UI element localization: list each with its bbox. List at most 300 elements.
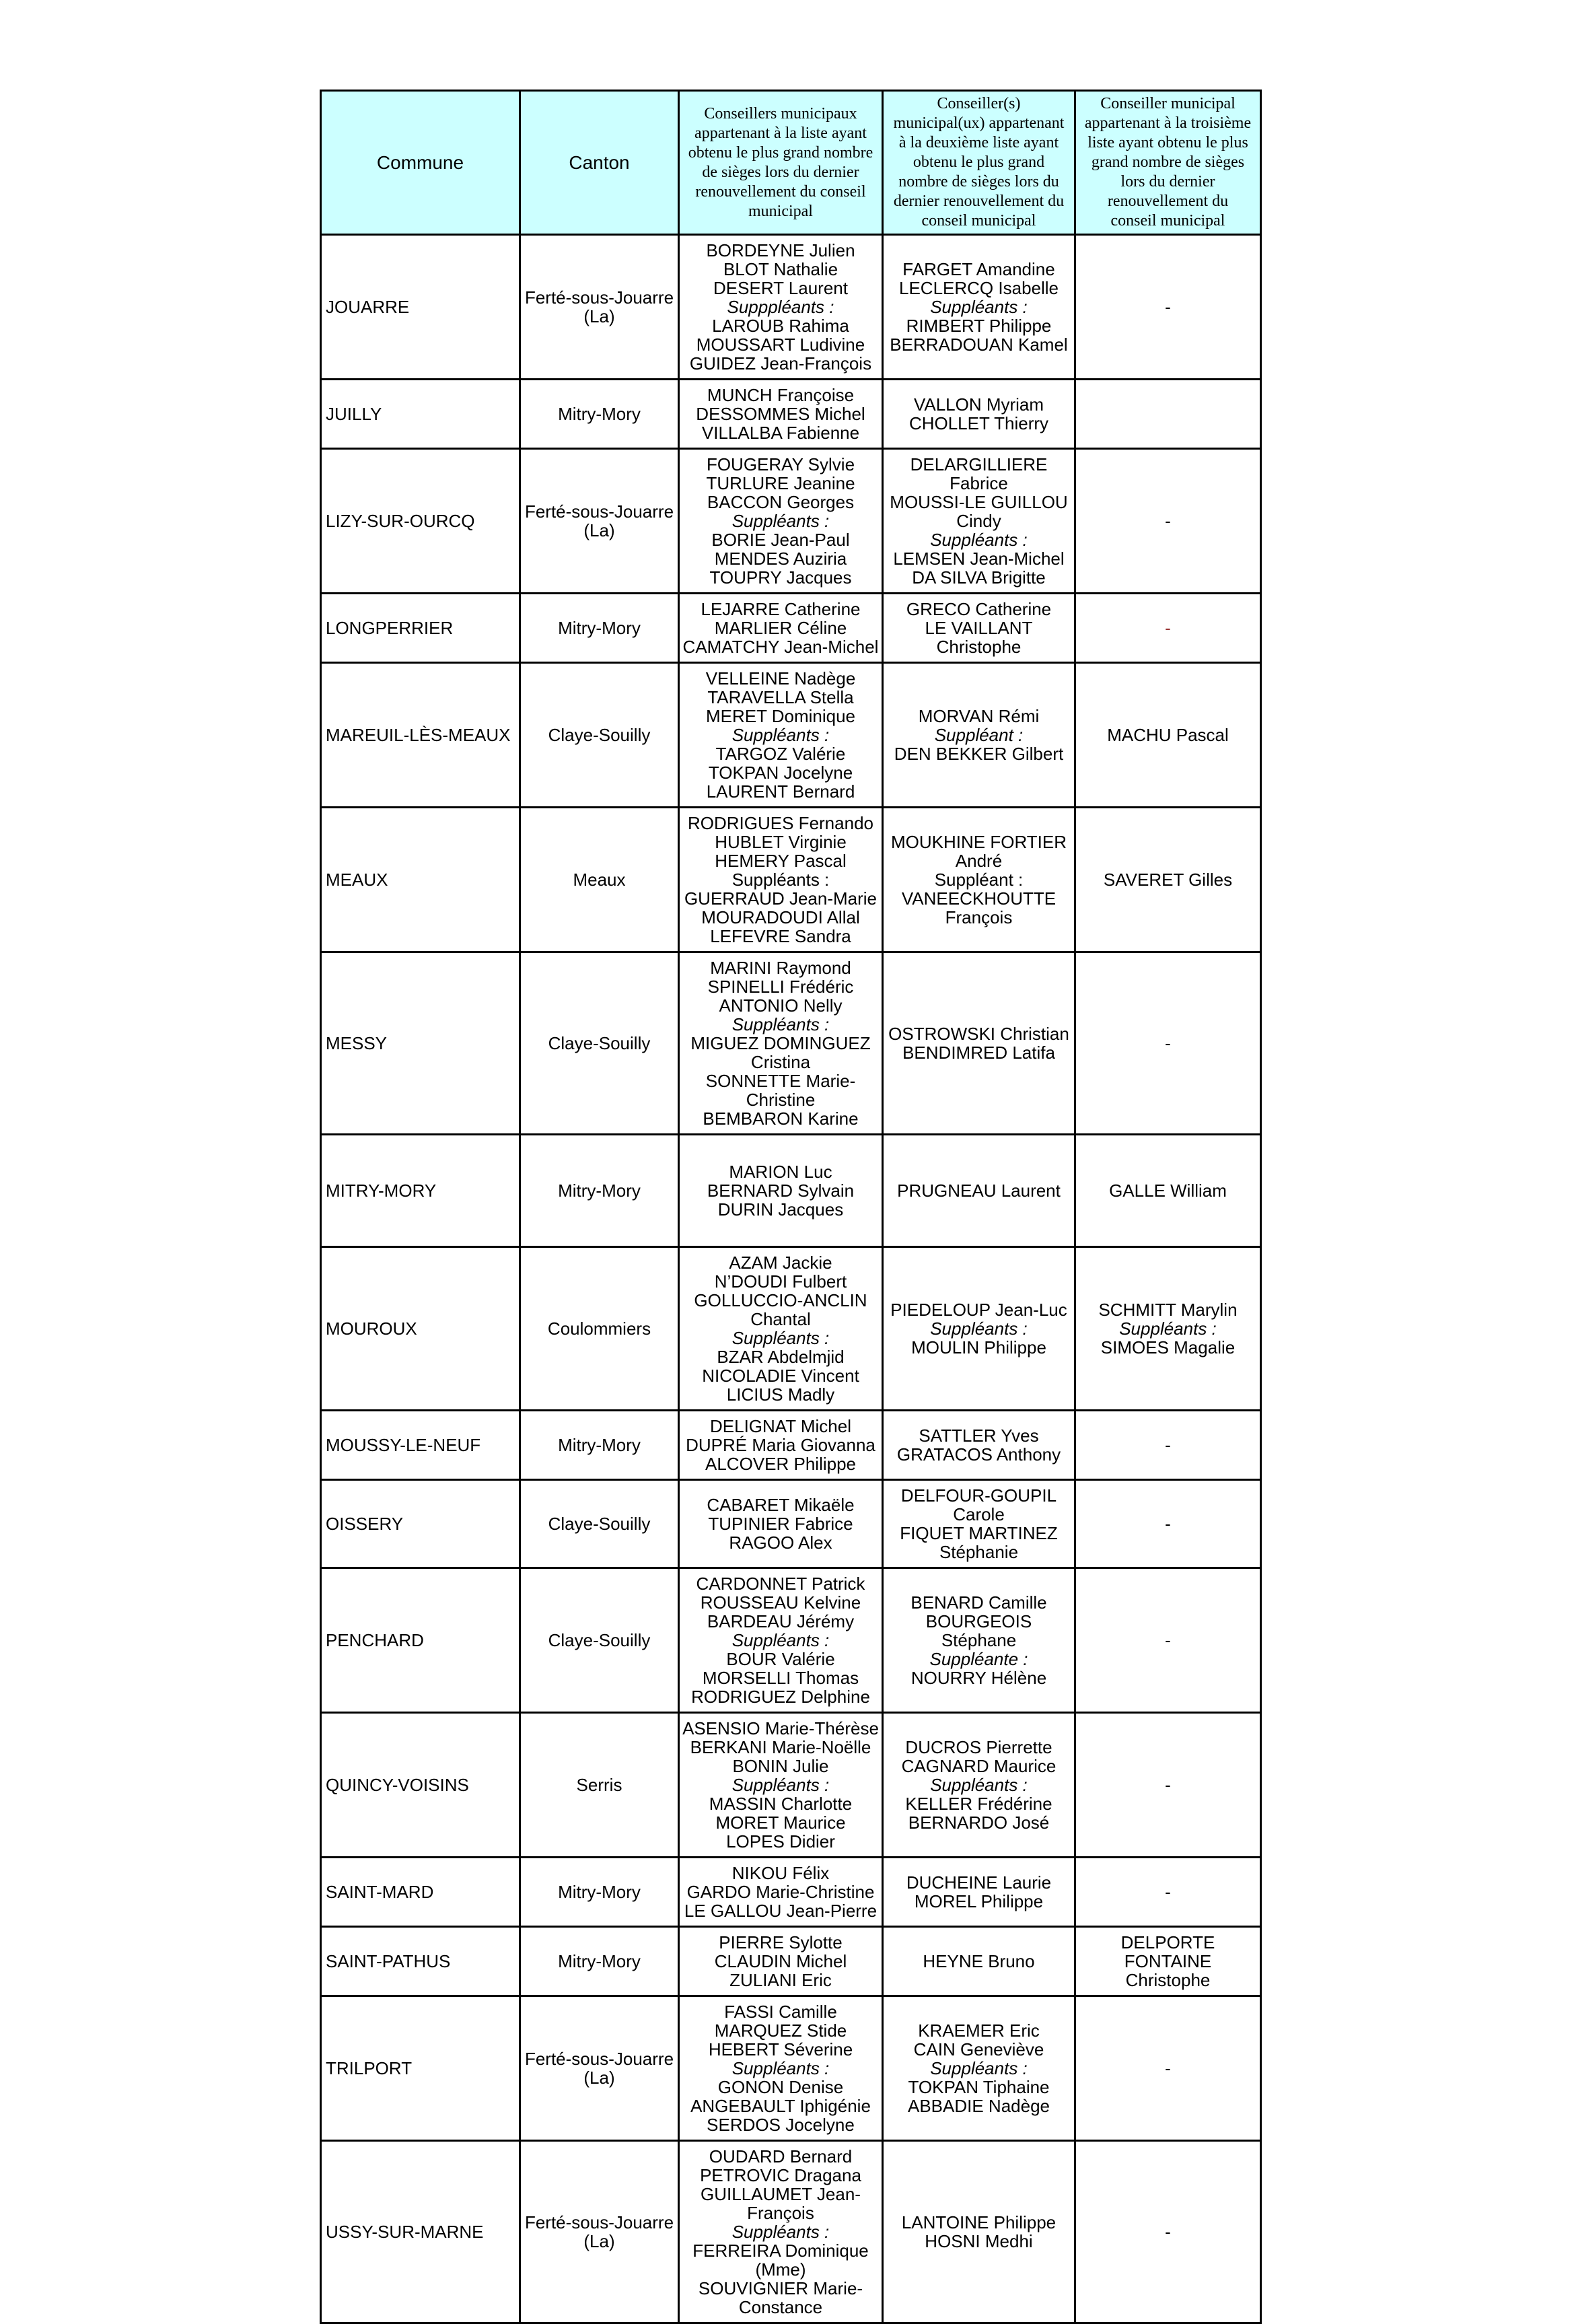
cell-line: GONON Denise — [717, 2077, 844, 2097]
table-row — [321, 1568, 1261, 1713]
councilors-third-list-cell — [1075, 1927, 1261, 1996]
cell-line: BARDEAU Jérémy — [707, 1611, 855, 1631]
canton-cell — [520, 1996, 679, 2141]
cell-line: Suppléants : — [731, 511, 830, 531]
commune-cell: SAINT-PATHUS — [321, 1927, 520, 1996]
cell-line: ASENSIO Marie-Thérèse — [682, 1718, 879, 1738]
councilors-third-list-cell — [1075, 235, 1261, 380]
cell-line: Suppléants : — [930, 297, 1028, 317]
cell-line: BORIE Jean-Paul — [711, 530, 850, 550]
commune-cell: MAREUIL-LÈS-MEAUX — [321, 663, 520, 808]
cell-line: BOURGEOIS Stéphane — [925, 1611, 1032, 1650]
commune-cell: SAINT-MARD — [321, 1858, 520, 1927]
cell-line: RODRIGUEZ Delphine — [691, 1687, 870, 1707]
cell-line: LAROUB Rahima — [712, 316, 849, 336]
cell-line: MARQUEZ Stide — [714, 2020, 847, 2041]
cell-line: François — [945, 907, 1013, 927]
cell-line: DUCROS Pierrette — [905, 1737, 1052, 1757]
canton-cell — [520, 1135, 679, 1247]
cell-line: Claye-Souilly — [548, 1514, 651, 1534]
canton-cell — [520, 1858, 679, 1927]
cell-line: BERRADOUAN Kamel — [890, 334, 1068, 355]
cell-line: - — [1165, 618, 1171, 638]
communes-table — [320, 90, 1262, 2324]
commune-cell: USSY-SUR-MARNE — [321, 2141, 520, 2323]
table-row — [321, 1927, 1261, 1996]
cell-line: GALLE William — [1109, 1181, 1227, 1201]
cell-line: PIERRE Sylotte — [719, 1932, 843, 1952]
table-row — [321, 952, 1261, 1135]
cell-line: N’DOUDI Fulbert — [714, 1271, 847, 1292]
councilors-first-list-cell — [679, 1858, 883, 1927]
cell-line: HEBERT Séverine — [708, 2039, 853, 2059]
cell-line: PRUGNEAU Laurent — [897, 1181, 1061, 1201]
column-header: Commune — [321, 91, 520, 235]
cell-line: RIMBERT Philippe — [906, 316, 1052, 336]
cell-line: MOREL Philippe — [914, 1891, 1044, 1911]
cell-line: VELLEINE Nadège — [705, 668, 856, 689]
cell-line: DURIN Jacques — [717, 1199, 844, 1220]
cell-line: MIGUEZ DOMINGUEZ — [690, 1033, 871, 1053]
commune-cell: MEAUX — [321, 808, 520, 952]
cell-line: DELIGNAT Michel — [710, 1416, 851, 1436]
commune-cell: JUILLY — [321, 380, 520, 449]
cell-line: MENDES Auziria — [714, 549, 847, 569]
cell-line: TURLURE Jeanine — [706, 473, 855, 493]
cell-line: CAIN Geneviève — [913, 2039, 1044, 2059]
cell-line: MOURADOUDI Allal — [701, 907, 860, 927]
cell-line: Suppléants : — [731, 2058, 830, 2078]
cell-line: LOPES Didier — [726, 1831, 835, 1852]
canton-cell — [520, 1480, 679, 1568]
cell-line: GRECO Catherine — [906, 599, 1052, 619]
councilors-first-list-cell — [679, 952, 883, 1135]
cell-line: LEFEVRE Sandra — [710, 926, 851, 946]
cell-line: VANEECKHOUTTE — [901, 888, 1057, 909]
cell-line: Suppléant : — [934, 725, 1024, 745]
councilors-third-list-cell — [1075, 808, 1261, 952]
cell-line: Coulommiers — [547, 1318, 651, 1339]
cell-line: ZULIANI Eric — [729, 1970, 832, 1990]
cell-line: PETROVIC Dragana — [700, 2165, 861, 2185]
councilors-second-list-cell — [883, 1247, 1075, 1411]
cell-line: Constance — [738, 2297, 823, 2317]
cell-line: Suppléants : — [1119, 1318, 1217, 1339]
cell-line: ANGEBAULT Iphigénie — [690, 2096, 871, 2116]
commune-cell: QUINCY-VOISINS — [321, 1713, 520, 1858]
cell-line: TUPINIER Fabrice — [708, 1514, 853, 1534]
cell-line: François — [747, 2203, 814, 2223]
cell-line: HOSNI Medhi — [925, 2231, 1033, 2251]
cell-line: - — [1165, 1882, 1171, 1902]
cell-line: Ferté-sous-Jouarre — [524, 287, 674, 308]
cell-line: LEMSEN Jean-Michel — [893, 549, 1065, 569]
councilors-third-list-cell — [1075, 1568, 1261, 1713]
councilors-first-list-cell — [679, 1480, 883, 1568]
cell-line: Mitry-Mory — [558, 1882, 641, 1902]
councilors-third-list-cell — [1075, 2141, 1261, 2323]
cell-line: MUNCH Françoise — [707, 385, 855, 405]
cell-line: LE VAILLANT Christophe — [925, 618, 1033, 657]
table-row — [321, 2141, 1261, 2323]
councilors-first-list-cell — [679, 1927, 883, 1996]
cell-line: - — [1165, 1775, 1171, 1795]
cell-line: Suppléants : — [731, 870, 830, 890]
cell-line: DELPORTE FONTAINE — [1120, 1932, 1215, 1971]
cell-line: - — [1165, 1630, 1171, 1650]
cell-line: VILLALBA Fabienne — [701, 423, 860, 443]
table-row — [321, 1411, 1261, 1480]
cell-line: Mitry-Mory — [558, 1181, 641, 1201]
cell-line: DESSOMMES Michel — [696, 404, 865, 424]
cell-line: SOUVIGNIER Marie- — [698, 2278, 863, 2298]
cell-line: SERDOS Jocelyne — [707, 2115, 855, 2135]
councilors-third-list-cell — [1075, 1411, 1261, 1480]
councilors-first-list-cell — [679, 663, 883, 808]
cell-line: (La) — [583, 2068, 615, 2088]
councilors-third-list-cell — [1075, 663, 1261, 808]
header-row — [321, 91, 1261, 235]
commune-cell: MOUSSY-LE-NEUF — [321, 1411, 520, 1480]
councilors-second-list-cell — [883, 1996, 1075, 2141]
cell-line: FASSI Camille — [724, 2002, 837, 2022]
cell-line: LE GALLOU Jean-Pierre — [684, 1901, 878, 1921]
cell-line: DUPRÉ Maria Giovanna — [686, 1435, 875, 1455]
commune-cell: MITRY-MORY — [321, 1135, 520, 1247]
councilors-second-list-cell — [883, 1568, 1075, 1713]
councilors-second-list-cell — [883, 2141, 1075, 2323]
councilors-second-list-cell — [883, 1480, 1075, 1568]
cell-line: - — [1165, 1435, 1171, 1455]
councilors-second-list-cell — [883, 1858, 1075, 1927]
canton-cell — [520, 235, 679, 380]
cell-line: Ferté-sous-Jouarre — [524, 2212, 674, 2232]
cell-line: - — [1165, 2222, 1171, 2242]
cell-line: Mitry-Mory — [558, 1435, 641, 1455]
cell-line: OSTROWSKI Christian — [888, 1024, 1069, 1044]
councilors-third-list-cell — [1075, 449, 1261, 594]
cell-line: Christophe — [1125, 1970, 1211, 1990]
councilors-third-list-cell — [1075, 1858, 1261, 1927]
commune-cell: OISSERY — [321, 1480, 520, 1568]
table-row — [321, 663, 1261, 808]
table-row — [321, 1713, 1261, 1858]
councilors-first-list-cell — [679, 235, 883, 380]
councilors-second-list-cell — [883, 449, 1075, 594]
table-row — [321, 808, 1261, 952]
commune-cell: TRILPORT — [321, 1996, 520, 2141]
cell-line: SATTLER Yves — [919, 1425, 1039, 1446]
councilors-second-list-cell — [883, 594, 1075, 663]
councilors-first-list-cell — [679, 1411, 883, 1480]
cell-line: Serris — [576, 1775, 622, 1795]
canton-cell — [520, 449, 679, 594]
cell-line: Suppléant : — [934, 870, 1024, 890]
cell-line: - — [1165, 1514, 1171, 1534]
cell-line: NOURRY Hélène — [910, 1668, 1047, 1688]
cell-line: MOULIN Philippe — [911, 1337, 1046, 1358]
cell-line: (La) — [583, 306, 615, 326]
cell-line: MORVAN Rémi — [918, 706, 1040, 726]
table-row — [321, 1247, 1261, 1411]
canton-cell — [520, 1568, 679, 1713]
cell-line: MORSELLI Thomas — [702, 1668, 859, 1688]
cell-line: HUBLET Virginie — [715, 832, 847, 852]
table-row — [321, 235, 1261, 380]
cell-line: LANTOINE Philippe — [901, 2212, 1057, 2232]
cell-line: MORET Maurice — [715, 1812, 846, 1833]
cell-line: CLAUDIN Michel — [714, 1951, 847, 1971]
cell-line: NICOLADIE Vincent — [702, 1366, 859, 1386]
cell-line: MARINI Raymond — [710, 958, 851, 978]
table-row — [321, 1480, 1261, 1568]
cell-line: - — [1165, 297, 1171, 317]
cell-line: GUERRAUD Jean-Marie — [684, 888, 878, 909]
column-header: Conseiller(s) municipal(ux) appartenant à la deuxième liste ayant obtenu le plus grand nombre de sièges lors du dernier renouvellement du conseil municipal — [883, 91, 1075, 235]
table-row — [321, 1996, 1261, 2141]
cell-line: MERET Dominique — [705, 706, 856, 726]
commune-cell: MESSY — [321, 952, 520, 1135]
cell-line: Claye-Souilly — [548, 725, 651, 745]
councilors-first-list-cell — [679, 808, 883, 952]
cell-line: Suppléants : — [731, 1328, 830, 1348]
cell-line: Stéphanie — [939, 1542, 1019, 1562]
cell-line: - — [1165, 511, 1171, 531]
cell-line: Suppléants : — [930, 1318, 1028, 1339]
table-row — [321, 449, 1261, 594]
cell-line: BACCON Georges — [707, 492, 855, 512]
councilors-second-list-cell — [883, 808, 1075, 952]
cell-line: DEN BEKKER Gilbert — [894, 744, 1064, 764]
cell-line: LECLERCQ Isabelle — [899, 278, 1059, 298]
cell-line: BONIN Julie — [732, 1756, 829, 1776]
councilors-third-list-cell — [1075, 1135, 1261, 1247]
cell-line: FERREIRA Dominique — [692, 2241, 869, 2261]
cell-line: MARION Luc — [729, 1162, 832, 1182]
councilors-first-list-cell — [679, 449, 883, 594]
column-header: Canton — [520, 91, 679, 235]
cell-line: ANTONIO Nelly — [719, 995, 843, 1016]
councilors-first-list-cell — [679, 1713, 883, 1858]
cell-line: ALCOVER Philippe — [705, 1454, 856, 1474]
cell-line: FARGET Amandine — [902, 259, 1055, 279]
cell-line: GUIDEZ Jean-François — [689, 353, 872, 374]
cell-line: (La) — [583, 2231, 615, 2251]
councilors-second-list-cell — [883, 235, 1075, 380]
cell-line: - — [1165, 2058, 1171, 2078]
commune-cell: MOUROUX — [321, 1247, 520, 1411]
cell-line: ROUSSEAU Kelvine — [700, 1592, 861, 1613]
cell-line: VALLON Myriam — [913, 394, 1044, 415]
canton-cell — [520, 1927, 679, 1996]
cell-line: GOLLUCCIO-ANCLIN — [694, 1290, 867, 1310]
cell-line: BENARD Camille — [910, 1592, 1047, 1613]
table-row — [321, 594, 1261, 663]
cell-line: - — [1165, 1033, 1171, 1053]
canton-cell — [520, 808, 679, 952]
cell-line: MOUSSART Ludivine — [696, 334, 865, 355]
cell-line: PIEDELOUP Jean-Luc — [890, 1300, 1067, 1320]
commune-cell: PENCHARD — [321, 1568, 520, 1713]
cell-line: Claye-Souilly — [548, 1033, 651, 1053]
cell-line: Supppléants : — [727, 297, 834, 317]
cell-line: BERNARD Sylvain — [707, 1181, 855, 1201]
commune-cell: LONGPERRIER — [321, 594, 520, 663]
cell-line: BOUR Valérie — [726, 1649, 835, 1669]
councilors-third-list-cell — [1075, 380, 1261, 449]
cell-line: GARDO Marie-Christine — [686, 1882, 875, 1902]
cell-line: SAVERET Gilles — [1103, 870, 1233, 890]
canton-cell — [520, 1247, 679, 1411]
cell-line: SCHMITT Marylin — [1098, 1300, 1238, 1320]
councilors-first-list-cell — [679, 2141, 883, 2323]
cell-line: Suppléante : — [929, 1649, 1028, 1669]
cell-line: BZAR Abdelmjid — [717, 1347, 845, 1367]
cell-line: SONNETTE Marie-Christine — [705, 1071, 856, 1110]
cell-line: TARAVELLA Stella — [707, 687, 854, 707]
cell-line: Cindy — [956, 511, 1001, 531]
canton-cell — [520, 1411, 679, 1480]
cell-line: BEMBARON Karine — [703, 1108, 859, 1129]
cell-line: Suppléants : — [930, 530, 1028, 550]
cell-line: MOUKHINE FORTIER — [891, 832, 1067, 852]
cell-line: OUDARD Bernard — [709, 2146, 853, 2167]
councilors-second-list-cell — [883, 663, 1075, 808]
cell-line: Claye-Souilly — [548, 1630, 651, 1650]
canton-cell — [520, 594, 679, 663]
cell-line: Suppléants : — [731, 1775, 830, 1795]
cell-line: BERKANI Marie-Noëlle — [690, 1737, 871, 1757]
canton-cell — [520, 952, 679, 1135]
councilors-third-list-cell — [1075, 1247, 1261, 1411]
cell-line: Suppléants : — [930, 2058, 1028, 2078]
cell-line: HEMERY Pascal — [715, 851, 847, 871]
commune-cell: JOUARRE — [321, 235, 520, 380]
canton-cell — [520, 380, 679, 449]
cell-line: CABARET Mikaële — [707, 1495, 855, 1515]
cell-line: Mitry-Mory — [558, 404, 641, 424]
cell-line: DUCHEINE Laurie — [906, 1872, 1052, 1893]
councilors-third-list-cell — [1075, 1713, 1261, 1858]
cell-line: DA SILVA Brigitte — [912, 567, 1046, 588]
cell-line: NIKOU Félix — [731, 1863, 830, 1883]
councilors-third-list-cell — [1075, 594, 1261, 663]
cell-line: GUILLAUMET Jean- — [701, 2184, 861, 2204]
cell-line: LEJARRE Catherine — [701, 599, 861, 619]
cell-line: LICIUS Madly — [726, 1384, 835, 1405]
cell-line: RODRIGUES Fernando — [688, 813, 873, 833]
cell-line: MASSIN Charlotte — [709, 1794, 853, 1814]
cell-line: Ferté-sous-Jouarre — [524, 2049, 674, 2069]
cell-line: Suppléants : — [930, 1775, 1028, 1795]
cell-line: MARLIER Céline — [714, 618, 847, 638]
canton-cell — [520, 2141, 679, 2323]
councilors-first-list-cell — [679, 1568, 883, 1713]
cell-line: CHOLLET Thierry — [908, 413, 1049, 433]
cell-line: TOUPRY Jacques — [709, 567, 852, 588]
councilors-second-list-cell — [883, 380, 1075, 449]
cell-line: SPINELLI Frédéric — [707, 977, 854, 997]
councilors-second-list-cell — [883, 1713, 1075, 1858]
table-body — [321, 235, 1261, 2323]
cell-line: (La) — [583, 520, 615, 540]
cell-line: Ferté-sous-Jouarre — [524, 501, 674, 522]
cell-line: Suppléants : — [731, 2222, 830, 2242]
cell-line: DESERT Laurent — [713, 278, 848, 298]
cell-line: André — [955, 851, 1003, 871]
cell-line: (Mme) — [755, 2259, 806, 2280]
commune-cell: LIZY-SUR-OURCQ — [321, 449, 520, 594]
cell-line: CAMATCHY Jean-Michel — [682, 637, 879, 657]
canton-cell — [520, 663, 679, 808]
cell-line: FIQUET MARTINEZ — [900, 1523, 1058, 1543]
canton-cell — [520, 1713, 679, 1858]
cell-line: KRAEMER Eric — [918, 2020, 1040, 2041]
cell-line: Carole — [953, 1504, 1005, 1524]
cell-line: MACHU Pascal — [1107, 725, 1229, 745]
cell-line: BENDIMRED Latifa — [902, 1043, 1055, 1063]
cell-line: BLOT Nathalie — [723, 259, 838, 279]
councilors-second-list-cell — [883, 952, 1075, 1135]
cell-line: TOKPAN Jocelyne — [708, 763, 853, 783]
councilors-first-list-cell — [679, 594, 883, 663]
cell-line: Suppléants : — [731, 1014, 830, 1034]
cell-line: SIMOES Magalie — [1100, 1337, 1236, 1358]
cell-line: LAURENT Bernard — [706, 781, 855, 802]
councilors-first-list-cell — [679, 1247, 883, 1411]
councilors-third-list-cell — [1075, 1480, 1261, 1568]
cell-line: AZAM Jackie — [729, 1253, 832, 1273]
table-row — [321, 1858, 1261, 1927]
councilors-first-list-cell — [679, 380, 883, 449]
column-header: Conseillers municipaux appartenant à la liste ayant obtenu le plus grand nombre de sièges lors du dernier renouvellement du conseil municipal — [679, 91, 883, 235]
cell-line: MOUSSI-LE GUILLOU — [890, 492, 1068, 512]
cell-line: BERNARDO José — [908, 1812, 1050, 1833]
cell-line: KELLER Frédérine — [905, 1794, 1052, 1814]
column-header: Conseiller municipal appartenant à la troisième liste ayant obtenu le plus grand nombre de sièges lors du dernier renouvellement du conseil municipal — [1075, 91, 1261, 235]
councilors-third-list-cell — [1075, 952, 1261, 1135]
cell-line: DELARGILLIERE Fabrice — [910, 454, 1048, 493]
councilors-second-list-cell — [883, 1927, 1075, 1996]
councilors-first-list-cell — [679, 1996, 883, 2141]
cell-line: Suppléants : — [731, 1630, 830, 1650]
cell-line: CAGNARD Maurice — [901, 1756, 1057, 1776]
cell-line: CARDONNET Patrick — [696, 1574, 865, 1594]
cell-line: GRATACOS Anthony — [896, 1444, 1061, 1465]
cell-line: HEYNE Bruno — [923, 1951, 1035, 1971]
cell-line: Meaux — [573, 870, 626, 890]
councilors-first-list-cell — [679, 1135, 883, 1247]
councilors-second-list-cell — [883, 1411, 1075, 1480]
cell-line: TOKPAN Tiphaine — [908, 2077, 1050, 2097]
cell-line: TARGOZ Valérie — [715, 744, 846, 764]
cell-line: Mitry-Mory — [558, 1951, 641, 1971]
cell-line: Mitry-Mory — [558, 618, 641, 638]
table-header — [321, 91, 1261, 235]
cell-line: Chantal — [750, 1309, 811, 1329]
cell-line: BORDEYNE Julien — [706, 240, 855, 260]
table-row — [321, 380, 1261, 449]
councilors-third-list-cell — [1075, 1996, 1261, 2141]
councilors-second-list-cell — [883, 1135, 1075, 1247]
cell-line: RAGOO Alex — [729, 1533, 832, 1553]
cell-line: Cristina — [750, 1052, 811, 1072]
table-row — [321, 1135, 1261, 1247]
cell-line: DELFOUR-GOUPIL — [900, 1485, 1057, 1506]
cell-line: Suppléants : — [731, 725, 830, 745]
cell-line: FOUGERAY Sylvie — [706, 454, 855, 474]
cell-line: ABBADIE Nadège — [907, 2096, 1050, 2116]
